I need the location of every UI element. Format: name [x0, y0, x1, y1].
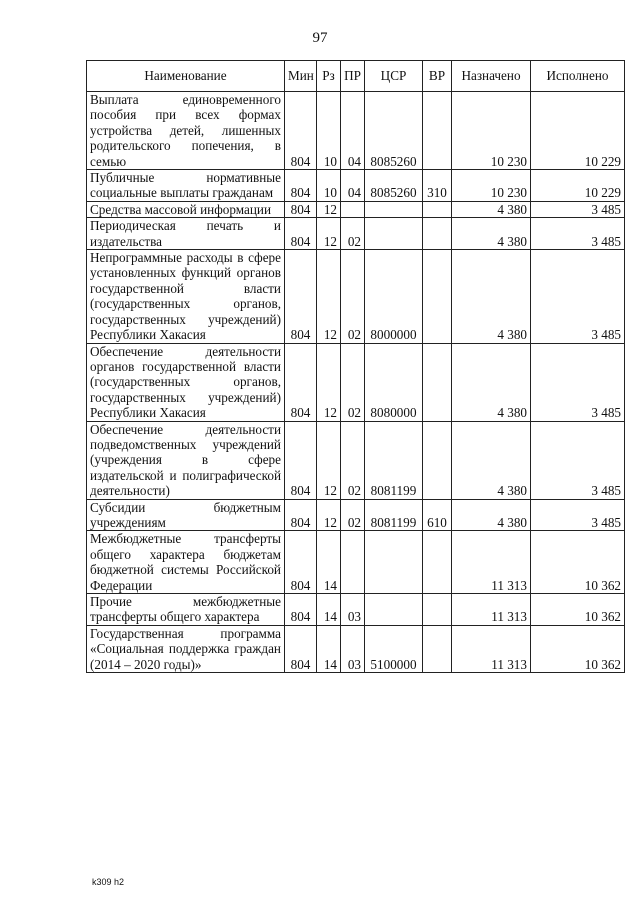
table-body: [87, 92, 625, 673]
cell-assigned: 11 313: [452, 625, 531, 672]
cell-executed: 3 485: [531, 201, 625, 217]
cell-executed: 3 485: [531, 421, 625, 499]
cell-name: Периодическая печать и издательства: [87, 218, 285, 250]
cell-name: Публичные нормативные социальные выплаты гражданам: [87, 170, 285, 202]
table-row: [87, 625, 625, 672]
cell-pr: 02: [341, 343, 365, 421]
footer-code: k309 h2: [92, 877, 125, 887]
cell-vr: [423, 421, 452, 499]
cell-vr: 610: [423, 499, 452, 531]
cell-name: Средства массовой информации: [87, 201, 285, 217]
column-header-pr: ПР: [341, 61, 365, 92]
cell-min: 804: [285, 343, 317, 421]
cell-name: Обеспечение деятельности органов государственной власти (государственных органов, государственных учреждений) Республики Хакасия: [87, 343, 285, 421]
cell-rz: 10: [317, 92, 341, 170]
cell-assigned: 10 230: [452, 170, 531, 202]
cell-min: 804: [285, 421, 317, 499]
cell-executed: 3 485: [531, 499, 625, 531]
column-header-csr: ЦСР: [365, 61, 423, 92]
table-row: [87, 343, 625, 421]
cell-csr: [365, 201, 423, 217]
cell-assigned: 11 313: [452, 531, 531, 594]
cell-rz: 14: [317, 625, 341, 672]
cell-assigned: 10 230: [452, 92, 531, 170]
cell-pr: [341, 201, 365, 217]
cell-assigned: 4 380: [452, 421, 531, 499]
cell-vr: [423, 343, 452, 421]
cell-min: 804: [285, 499, 317, 531]
cell-csr: 8080000: [365, 343, 423, 421]
cell-rz: 12: [317, 421, 341, 499]
cell-min: 804: [285, 218, 317, 250]
cell-executed: 10 362: [531, 625, 625, 672]
cell-csr: 8081199: [365, 421, 423, 499]
cell-vr: [423, 201, 452, 217]
cell-rz: 12: [317, 250, 341, 343]
page-number: 97: [312, 30, 328, 46]
cell-rz: 12: [317, 343, 341, 421]
cell-assigned: 11 313: [452, 594, 531, 626]
cell-executed: 3 485: [531, 218, 625, 250]
cell-assigned: 4 380: [452, 343, 531, 421]
cell-executed: 10 229: [531, 170, 625, 202]
cell-vr: [423, 250, 452, 343]
cell-min: 804: [285, 594, 317, 626]
cell-executed: 10 362: [531, 594, 625, 626]
cell-vr: [423, 594, 452, 626]
cell-min: 804: [285, 625, 317, 672]
cell-name: Выплата единовременного пособия при всех формах устройства детей, лишенных родительского попечения, в семью: [87, 92, 285, 170]
cell-pr: 02: [341, 218, 365, 250]
column-header-assigned: Назначено: [452, 61, 531, 92]
table-row: [87, 92, 625, 170]
cell-csr: 8081199: [365, 499, 423, 531]
cell-rz: 12: [317, 218, 341, 250]
column-header-vr: ВР: [423, 61, 452, 92]
table-row: [87, 250, 625, 343]
table-row: [87, 594, 625, 626]
cell-min: 804: [285, 170, 317, 202]
cell-pr: 02: [341, 250, 365, 343]
cell-rz: 10: [317, 170, 341, 202]
table-header-row: [87, 61, 625, 92]
cell-pr: [341, 531, 365, 594]
cell-name: Межбюджетные трансферты общего характера бюджетам бюджетной системы Российской Федерации: [87, 531, 285, 594]
cell-name: Субсидии бюджетным учреждениям: [87, 499, 285, 531]
column-header-min: Мин: [285, 61, 317, 92]
cell-min: 804: [285, 92, 317, 170]
cell-assigned: 4 380: [452, 250, 531, 343]
cell-rz: 14: [317, 594, 341, 626]
cell-pr: 03: [341, 625, 365, 672]
cell-vr: [423, 218, 452, 250]
cell-executed: 10 362: [531, 531, 625, 594]
cell-name: Прочие межбюджетные трансферты общего характера: [87, 594, 285, 626]
cell-rz: 12: [317, 201, 341, 217]
cell-pr: 02: [341, 499, 365, 531]
budget-table: [86, 60, 625, 673]
column-header-name: Наименование: [87, 61, 285, 92]
table-row: [87, 170, 625, 202]
cell-csr: [365, 594, 423, 626]
cell-assigned: 4 380: [452, 218, 531, 250]
cell-pr: 03: [341, 594, 365, 626]
cell-assigned: 4 380: [452, 499, 531, 531]
cell-csr: 5100000: [365, 625, 423, 672]
cell-min: 804: [285, 250, 317, 343]
cell-vr: 310: [423, 170, 452, 202]
table-row: [87, 421, 625, 499]
cell-pr: 02: [341, 421, 365, 499]
cell-min: 804: [285, 531, 317, 594]
cell-rz: 14: [317, 531, 341, 594]
cell-csr: 8000000: [365, 250, 423, 343]
table-row: [87, 531, 625, 594]
cell-name: Государственная программа «Социальная поддержка граждан (2014 – 2020 годы)»: [87, 625, 285, 672]
cell-csr: [365, 218, 423, 250]
cell-vr: [423, 92, 452, 170]
cell-executed: 10 229: [531, 92, 625, 170]
column-header-executed: Исполнено: [531, 61, 625, 92]
cell-vr: [423, 625, 452, 672]
table-row: [87, 201, 625, 217]
cell-min: 804: [285, 201, 317, 217]
cell-pr: 04: [341, 170, 365, 202]
cell-name: Непрограммные расходы в сфере установленных функций органов государственной власти (государственных органов, государственных учреждений) Республики Хакасия: [87, 250, 285, 343]
cell-csr: 8085260: [365, 170, 423, 202]
cell-vr: [423, 531, 452, 594]
cell-csr: 8085260: [365, 92, 423, 170]
cell-pr: 04: [341, 92, 365, 170]
cell-csr: [365, 531, 423, 594]
cell-assigned: 4 380: [452, 201, 531, 217]
cell-executed: 3 485: [531, 250, 625, 343]
table-row: [87, 499, 625, 531]
table-row: [87, 218, 625, 250]
cell-rz: 12: [317, 499, 341, 531]
column-header-rz: Рз: [317, 61, 341, 92]
cell-executed: 3 485: [531, 343, 625, 421]
cell-name: Обеспечение деятельности подведомственных учреждений (учреждения в сфере издательской и полиграфической деятельности): [87, 421, 285, 499]
